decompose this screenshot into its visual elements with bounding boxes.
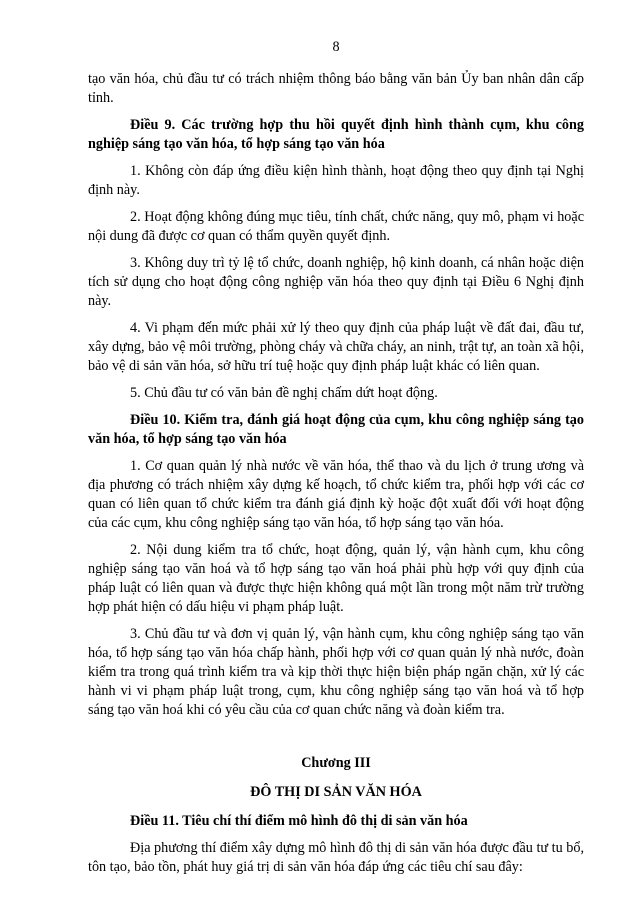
- intro-paragraph: tạo văn hóa, chủ đầu tư có trách nhiệm thông báo bằng văn bản Ủy ban nhân dân cấp tỉnh.: [88, 71, 584, 106]
- chapter-label: Chương III: [301, 755, 371, 771]
- article-10-item-2: 2. Nội dung kiểm tra tổ chức, hoạt động, quản lý, vận hành cụm, khu công nghiệp sáng tạo văn hoá và tổ hợp sáng tạo văn hoá phải phù hợp với quy định của pháp luật có liên quan và được thực hiện không quá một lần trong một năm trừ trường hợp phát hiện có dấu hiệu vi phạm pháp luật.: [88, 542, 584, 615]
- article-9-title: Điều 9. Các trường hợp thu hồi quyết định hình thành cụm, khu công nghiệp sáng tạo văn hóa, tổ hợp sáng tạo văn hóa: [88, 117, 584, 152]
- article-10-title: Điều 10. Kiểm tra, đánh giá hoạt động của cụm, khu công nghiệp sáng tạo văn hóa, tổ hợp sáng tạo văn hóa: [88, 412, 584, 447]
- article-11-title: Điều 11. Tiêu chí thí điểm mô hình đô thị di sản văn hóa: [130, 813, 468, 829]
- chapter-3: [88, 754, 584, 802]
- article-10-item-3: 3. Chủ đầu tư và đơn vị quản lý, vận hành cụm, khu công nghiệp sáng tạo văn hóa, tổ hợp sáng tạo văn hóa chấp hành, phối hợp với cơ quan quản lý nhà nước, đoàn kiểm tra trong quá trình kiểm tra và kịp thời thực hiện biện pháp ngăn chặn, xử lý các hành vi vi phạm pháp luật trong, cụm, khu công nghiệp sáng tạo văn hoá và tổ hợp sáng tạo văn hoá khi có yêu cầu của cơ quan chức năng và đoàn kiểm tra.: [88, 626, 584, 718]
- article-10: [88, 411, 584, 720]
- article-9-item-4: 4. Vi phạm đến mức phải xử lý theo quy định của pháp luật về đất đai, đầu tư, xây dựng, bảo vệ môi trường, phòng cháy và chữa cháy, an ninh, trật tự, an toàn xã hội, bảo vệ di sản văn hóa, sở hữu trí tuệ hoặc quy định pháp luật khác có liên quan.: [88, 320, 584, 374]
- article-11: [88, 812, 584, 877]
- article-9: [88, 116, 584, 403]
- page-number: 8: [332, 39, 340, 55]
- article-9-item-1: 1. Không còn đáp ứng điều kiện hình thành, hoạt động theo quy định tại Nghị định này.: [88, 163, 584, 198]
- article-9-item-2: 2. Hoạt động không đúng mục tiêu, tính chất, chức năng, quy mô, phạm vi hoặc nội dung đã được cơ quan có thẩm quyền quyết định.: [88, 209, 584, 244]
- chapter-title: ĐÔ THỊ DI SẢN VĂN HÓA: [250, 784, 422, 800]
- article-9-item-3: 3. Không duy trì tỷ lệ tổ chức, doanh nghiệp, hộ kinh doanh, cá nhân hoặc diện tích sử dụng cho hoạt động công nghiệp văn hóa theo quy định tại Điều 6 Nghị định này.: [88, 255, 584, 309]
- article-11-item-1: Địa phương thí điểm xây dựng mô hình đô thị di sản văn hóa được đầu tư tu bổ, tôn tạo, bảo tồn, phát huy giá trị di sản văn hóa đáp ứng các tiêu chí sau đây:: [88, 840, 584, 875]
- article-9-item-5: 5. Chủ đầu tư có văn bản đề nghị chấm dứt hoạt động.: [130, 385, 438, 401]
- article-10-item-1: 1. Cơ quan quản lý nhà nước về văn hóa, thể thao và du lịch ở trung ương và địa phương có trách nhiệm xây dựng kế hoạch, tổ chức kiểm tra, phối hợp với các cơ quan có liên quan tổ chức kiểm tra đánh giá định kỳ hoặc đột xuất đối với hoạt động của các cụm, khu công nghiệp sáng tạo văn hóa, tổ hợp sáng tạo văn hóa.: [88, 458, 584, 531]
